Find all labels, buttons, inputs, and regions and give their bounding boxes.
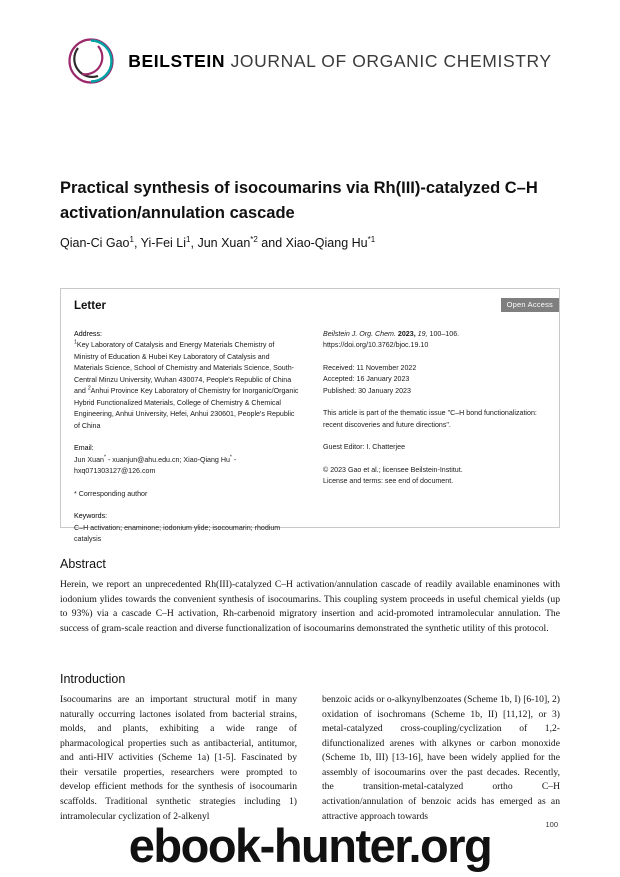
keywords-block [74, 511, 299, 545]
received-date: Received: 11 November 2022 [323, 363, 417, 372]
dates-block [323, 363, 551, 397]
keywords-label: Keywords: [74, 512, 108, 521]
citation-text: Beilstein J. Org. Chem. 2023, 19, 100–106. [323, 330, 460, 338]
copyright-text: © 2023 Gao et al.; licensee Beilstein-Institut. [323, 465, 463, 474]
info-left-column [74, 329, 299, 557]
beilstein-logo-icon [68, 38, 114, 84]
guest-editor: Guest Editor: I. Chatterjee [323, 443, 406, 452]
accepted-date: Accepted: 16 January 2023 [323, 375, 410, 384]
open-access-badge: Open Access [501, 298, 559, 312]
page-number: 100 [545, 820, 558, 829]
copyright-block [323, 465, 551, 488]
email-label: Email: [74, 444, 94, 453]
license-text: License and terms: see end of document. [323, 477, 454, 486]
journal-subtitle: JOURNAL OF ORGANIC CHEMISTRY [230, 50, 552, 71]
article-title: Practical synthesis of isocoumarins via Rh(III)-catalyzed C–H activation/annulation cascade [60, 179, 538, 222]
keywords-text: C–H activation; enaminone; iodonium ylide; isocoumarin; rhodium catalysis [74, 523, 281, 544]
address-block [74, 329, 299, 432]
journal-title [128, 51, 551, 72]
info-right-column [323, 329, 551, 499]
email-block [74, 443, 299, 477]
published-date: Published: 30 January 2023 [323, 386, 411, 395]
article-info-box [60, 288, 560, 544]
email-text: Jun Xuan* - xuanjun@ahu.edu.cn; Xiao-Qiang Hu* - hxq071303127@126.com [74, 454, 237, 476]
address-label: Address: [74, 330, 102, 338]
citation-block [323, 329, 551, 352]
introduction-column-1: Isocoumarins are an important structural motif in many naturally occurring lactones isolated from bacterial strains, molds, and plants, exhibiting a wide range of pharmacological properties such as antibacterial, antitumor, and anti-HIV activities (Scheme 1a) [1-5]. Fascinated by their versatile properties, researchers were prompted to develop efficient methods for the synthesis of isocoumarin scaffolds. Traditional synthetic strategies including 1) intramolecular cyclization of 2-alkenyl [60, 694, 297, 822]
abstract-heading: Abstract [60, 557, 106, 571]
introduction-heading: Introduction [60, 672, 126, 686]
article-authors: Qian-Ci Gao$^1$, Yi-Fei Li$^1$, Jun Xuan$^{*2}$ and Xiao-Qiang Hu$^{*1}$ [60, 234, 376, 250]
journal-masthead [0, 38, 620, 84]
watermark-text: ebook-hunter.org [128, 819, 492, 872]
corresponding-author-note: * Corresponding author [74, 489, 148, 498]
doi-link[interactable]: https://doi.org/10.3762/bjoc.19.10 [323, 341, 429, 350]
abstract-text: Herein, we report an unprecedented Rh(III)-catalyzed C–H activation/annulation cascade of readily available enaminones with iodonium ylides towards the convenient synthesis of isocoumarins. This coupling system proceeds in useful chemical yields (up to 93%) via a cascade C–H activation, Rh-carbenoid migratory insertion and acid-promoted intramolecular annulation. The success of gram-scale reaction and diverse functionalization of isocoumarins demonstrated the synthetic utility of this protocol. [60, 579, 560, 634]
introduction-column-2: benzoic acids or o-alkynylbenzoates (Scheme 1b, I) [6-10], 2) oxidation of isochromans (Scheme 1b, II) [11,12], or 3) metal-catalyzed cross-coupling/cyclization of 1,2-difunctionalized arenes with alkynes or carbon monoxide (Scheme 1b, III) [13-16], have been widely applied for the assembly of isocoumarins over the past decades. Recently, the transition-metal-catalyzed ortho C–H activation/annulation of benzoic acids has emerged as an attractive approach towards [322, 694, 560, 822]
thematic-issue-note: This article is part of the thematic issue "C–H bond functionalization: recent discoveries and future directions". [323, 409, 537, 429]
journal-brand: BEILSTEIN [128, 50, 226, 71]
article-type-label: Letter [74, 300, 106, 312]
address-text: $^1$Key Laboratory of Catalysis and Energy Materials Chemistry of Ministry of Education & Hubei Key Laboratory of Catalysis and Materials Science, School of Chemistry and Materials Science, South-Central Minzu University, Wuhan 430074, People's Republic of China and $^2$Anhui Province Key Laboratory of Chemistry for Inorganic/Organic Hybrid Functionalized Materials, College of Chemistry & Chemical Engineering, Anhui University, Hefei, Anhui 230601, People's Republic of China [74, 340, 299, 430]
